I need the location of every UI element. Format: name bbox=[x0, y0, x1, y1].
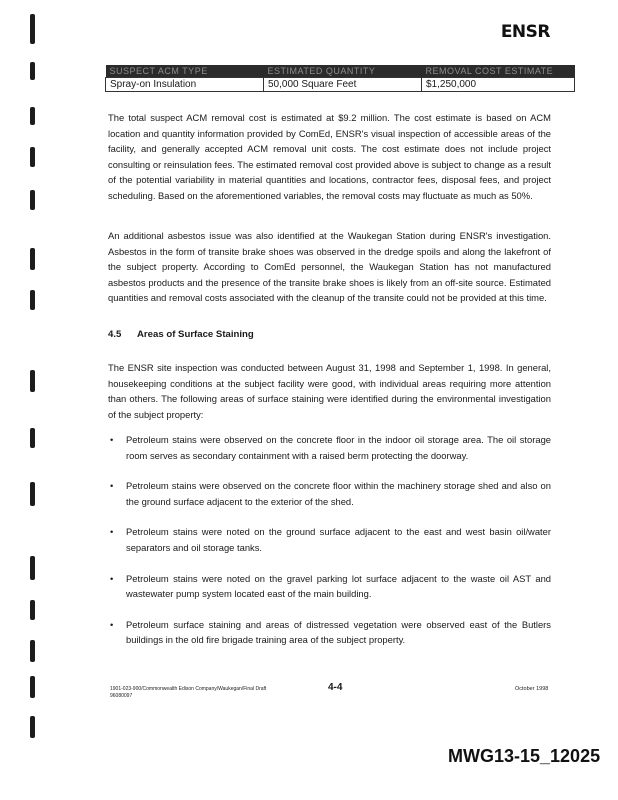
binder-holes bbox=[30, 0, 42, 800]
table-header-row bbox=[106, 65, 575, 78]
binder-hole bbox=[30, 556, 35, 580]
binder-hole bbox=[30, 600, 35, 620]
binder-hole bbox=[30, 248, 35, 270]
binder-hole bbox=[30, 482, 35, 506]
binder-hole bbox=[30, 190, 35, 210]
section-number: 4.5 bbox=[108, 329, 122, 340]
binder-hole bbox=[30, 676, 35, 698]
bates-stamp: MWG13-15_12025 bbox=[448, 746, 601, 766]
binder-hole bbox=[30, 290, 35, 310]
paragraph-site-inspection: The ENSR site inspection was conducted between August 31, 1998 and September 1, 1998. In general, housekeeping conditions at the subject facility were good, with individual areas requiring more attention than others. The following areas of surface staining were identified during the environmental investigation of the subject property: bbox=[108, 362, 551, 420]
table-cell: 50,000 Square Feet bbox=[264, 78, 422, 92]
binder-hole bbox=[30, 370, 35, 392]
binder-hole bbox=[30, 428, 35, 448]
column-header: SUSPECT ACM TYPE bbox=[106, 65, 264, 78]
section-heading bbox=[108, 329, 254, 340]
binder-hole bbox=[30, 147, 35, 167]
paragraph-acm-cost: The total suspect ACM removal cost is estimated at $9.2 million. The cost estimate is based on ACM location and quantity information provided by ComEd, ENSR's visual inspection of accessible areas of the facility, and generally accepted ACM removal unit costs. The cost estimate does not include project consulting or reinsulation fees. The estimated removal cost provided above is subject to change as a result of the potential variability in material quantities and locations, contractor fees, disposal fees, and project scheduling. Based on the aforementioned variables, the removal costs may fluctuate as much as 50%. bbox=[108, 112, 551, 201]
column-header: REMOVAL COST ESTIMATE bbox=[422, 65, 575, 78]
footer-doc-ref: 1901-023-900/Commonwealth Edison Company/Waukegan/Final Draft 96080097 bbox=[110, 686, 267, 699]
binder-hole bbox=[30, 107, 35, 125]
staining-list bbox=[108, 432, 551, 663]
ensr-logo: ENSR bbox=[500, 22, 550, 42]
table-row bbox=[106, 78, 575, 92]
list-item: • Petroleum stains were noted on the ground surface adjacent to the east and west basin oil/water separators and oil storage tanks. bbox=[110, 526, 551, 553]
footer-date: October 1998 bbox=[515, 686, 549, 692]
binder-hole bbox=[30, 62, 35, 80]
list-item: • Petroleum stains were observed on the concrete floor in the indoor oil storage area. The oil storage room serves as secondary containment with a raised berm protecting the doorway. bbox=[110, 434, 551, 461]
paragraph-transite: An additional asbestos issue was also identified at the Waukegan Station during ENSR's investigation. Asbestos in the form of transite brake shoes was observed in the dredge spoils and along the lakefront of the subject property. According to ComEd personnel, the Waukegan Station has not manufactured asbestos products and the presence of the transite brake shoes is likely from an off-site source. Estimated quantities and removal costs associated with the cleanup of the transite could not be provided at this time. bbox=[108, 230, 551, 304]
binder-hole bbox=[30, 640, 35, 662]
table-cell: $1,250,000 bbox=[422, 78, 575, 92]
table-cell: Spray-on Insulation bbox=[106, 78, 264, 92]
list-item: • Petroleum surface staining and areas of distressed vegetation were observed east of the Butlers buildings in the old fire brigade training area of the subject property. bbox=[110, 618, 551, 646]
binder-hole bbox=[30, 14, 35, 44]
column-header: ESTIMATED QUANTITY bbox=[264, 65, 422, 78]
binder-hole bbox=[30, 716, 35, 738]
acm-cost-table bbox=[105, 65, 575, 92]
section-title: Areas of Surface Staining bbox=[137, 329, 254, 340]
list-item: • Petroleum stains were observed on the concrete floor within the machinery storage shed and also on the ground surface adjacent to the exterior of the shed. bbox=[110, 480, 551, 507]
page-number: 4-4 bbox=[328, 682, 343, 693]
list-item: • Petroleum stains were noted on the gravel parking lot surface adjacent to the waste oil AST and wastewater pump system located east of the main building. bbox=[110, 572, 551, 600]
